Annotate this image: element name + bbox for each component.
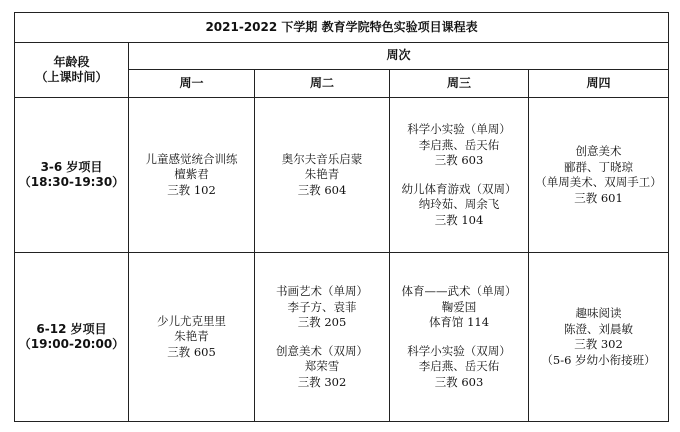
course-entry: [531, 306, 666, 368]
course-line: 陈澄、刘晨敏: [564, 321, 634, 336]
age-label: 年龄段: [53, 54, 90, 69]
course-line: 创意美术（双周）: [276, 343, 368, 358]
course-cell: [255, 253, 390, 422]
table-title: 2021-2022 下学期 教育学院特色实验项目课程表: [15, 13, 669, 43]
course-entry: [531, 144, 666, 206]
course-line: 奥尔夫音乐启蒙: [281, 151, 363, 166]
row-label-6-12: [15, 253, 129, 422]
course-line: 科学小实验（单周）: [407, 122, 511, 136]
course-cell: [390, 98, 529, 253]
course-entry: [257, 284, 387, 331]
course-line: 三教 603: [434, 374, 484, 389]
course-line: 三教 603: [434, 153, 484, 167]
row-label: 3-6 岁项目: [40, 159, 103, 174]
course-line: 书画艺术（单周）: [276, 284, 368, 298]
week-header: 周次: [129, 43, 669, 70]
course-line: 三教 605: [167, 344, 216, 359]
course-cell: [529, 253, 669, 422]
course-line: 幼儿体育游戏（双周）: [401, 181, 517, 196]
course-line: 三教 205: [297, 315, 347, 329]
course-entry: [392, 182, 526, 229]
row-time: （18:30-19:30）: [18, 175, 125, 189]
row-label: 6-12 岁项目: [36, 321, 107, 336]
course-entry: [257, 344, 387, 391]
course-entry: [257, 152, 387, 199]
course-line: 三教 102: [167, 182, 216, 197]
course-cell: [255, 98, 390, 253]
course-entry: [131, 152, 252, 199]
course-line: （单周美术、双周手工）: [535, 175, 662, 189]
course-entry: [392, 344, 526, 391]
course-line: 朱艳青: [304, 167, 340, 182]
course-line: 三教 104: [434, 212, 484, 227]
course-line: 少儿尤克里里: [157, 313, 226, 328]
course-line: 檀紫君: [174, 167, 209, 182]
course-line: 郑荣雪: [304, 359, 340, 373]
course-line: 纳玲茹、周余飞: [418, 197, 500, 211]
course-line: 三教 302: [574, 337, 623, 351]
course-schedule-table: [14, 12, 669, 422]
course-cell: [529, 98, 669, 253]
course-entry: [131, 314, 252, 361]
course-line: 三教 601: [574, 190, 623, 205]
course-line: 体育——武术（单周）: [401, 284, 517, 298]
course-line: 李启燕、岳天佑: [418, 359, 500, 373]
course-line: 创意美术: [575, 144, 622, 158]
course-line: 科学小实验（双周）: [407, 343, 511, 358]
time-label: （上课时间）: [35, 70, 108, 84]
course-line: 郦群、丁晓琼: [564, 159, 634, 174]
course-line: 趣味阅读: [575, 306, 622, 320]
course-line: 儿童感觉统合训练: [145, 151, 238, 166]
row-time: （19:00-20:00）: [18, 337, 125, 351]
day-header-thu: 周四: [529, 70, 669, 98]
course-line: 朱艳青: [174, 329, 209, 344]
course-entry: [392, 122, 526, 169]
course-cell: [129, 98, 255, 253]
day-header-tue: 周二: [255, 70, 390, 98]
course-entry: [392, 284, 526, 331]
course-line: 李启燕、岳天佑: [418, 137, 500, 152]
course-line: 三教 302: [297, 374, 347, 389]
day-header-mon: 周一: [129, 70, 255, 98]
day-header-wed: 周三: [390, 70, 529, 98]
course-cell: [390, 253, 529, 422]
course-line: 鞠爱国: [441, 299, 477, 314]
course-line: 李子方、袁菲: [287, 299, 357, 314]
course-line: （5-6 岁幼小衔接班）: [541, 352, 656, 367]
course-line: 体育馆 114: [428, 315, 490, 329]
course-line: 三教 604: [297, 182, 347, 197]
row-label-3-6: [15, 98, 129, 253]
age-header: [15, 43, 129, 98]
course-cell: [129, 253, 255, 422]
